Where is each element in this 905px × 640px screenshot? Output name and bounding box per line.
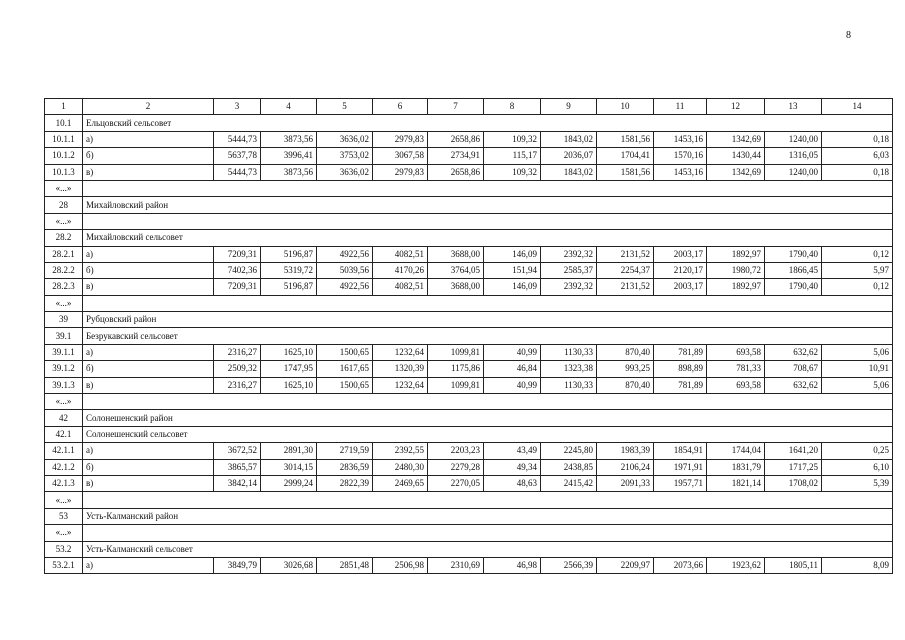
value-cell: 2270,05 [428, 475, 484, 491]
row-code-cell: 42.1.2 [45, 459, 83, 475]
value-cell: 708,67 [765, 361, 822, 377]
section-title-cell: Усть-Калманский район [83, 508, 893, 524]
value-cell: 2415,42 [541, 475, 597, 491]
section-title-cell: Безрукавский сельсовет [83, 328, 893, 344]
value-cell: 1717,25 [765, 459, 822, 475]
value-cell: 7209,31 [214, 246, 261, 262]
row-variant-cell: а) [83, 131, 214, 147]
row-code-cell: 10.1.2 [45, 148, 83, 164]
section-title-row [45, 230, 893, 246]
header-cell: 13 [765, 99, 822, 115]
value-cell: 5039,56 [317, 262, 373, 278]
value-cell: 3014,15 [261, 459, 317, 475]
value-cell: 46,98 [484, 557, 541, 573]
value-cell: 870,40 [597, 344, 654, 360]
value-cell: 2438,85 [541, 459, 597, 475]
value-cell: 2254,37 [597, 262, 654, 278]
ellipsis-cell: «...» [45, 525, 83, 541]
header-cell: 10 [597, 99, 654, 115]
value-cell: 1704,41 [597, 148, 654, 164]
value-cell: 2836,59 [317, 459, 373, 475]
ellipsis-row [45, 394, 893, 410]
data-row [45, 246, 893, 262]
value-cell: 2036,07 [541, 148, 597, 164]
value-cell: 1500,65 [317, 377, 373, 393]
table-body [45, 99, 893, 574]
value-cell: 2822,39 [317, 475, 373, 491]
value-cell: 2003,17 [654, 279, 707, 295]
row-variant-cell: а) [83, 246, 214, 262]
value-cell: 2658,86 [428, 131, 484, 147]
ellipsis-row [45, 180, 893, 196]
value-cell: 5,06 [822, 377, 893, 393]
value-cell: 49,34 [484, 459, 541, 475]
value-cell: 2999,24 [261, 475, 317, 491]
value-cell: 1805,11 [765, 557, 822, 573]
section-code-cell: 53.2 [45, 541, 83, 557]
data-row [45, 344, 893, 360]
header-cell: 11 [654, 99, 707, 115]
section-title-row [45, 426, 893, 442]
ellipsis-row [45, 213, 893, 229]
section-code-cell: 42.1 [45, 426, 83, 442]
value-cell: 109,32 [484, 131, 541, 147]
value-cell: 2120,17 [654, 262, 707, 278]
header-cell: 8 [484, 99, 541, 115]
value-cell: 2131,52 [597, 246, 654, 262]
value-cell: 1175,86 [428, 361, 484, 377]
value-cell: 46,84 [484, 361, 541, 377]
row-code-cell: 28.2.3 [45, 279, 83, 295]
value-cell: 632,62 [765, 377, 822, 393]
value-cell: 1430,44 [707, 148, 765, 164]
value-cell: 2310,69 [428, 557, 484, 573]
ellipsis-row [45, 525, 893, 541]
value-cell: 1790,40 [765, 279, 822, 295]
header-cell: 4 [261, 99, 317, 115]
value-cell: 1892,97 [707, 279, 765, 295]
value-cell: 5319,72 [261, 262, 317, 278]
value-cell: 2073,66 [654, 557, 707, 573]
value-cell: 1747,95 [261, 361, 317, 377]
section-title-row [45, 115, 893, 131]
value-cell: 146,09 [484, 279, 541, 295]
value-cell: 3873,56 [261, 164, 317, 180]
data-row [45, 475, 893, 491]
value-cell: 2979,83 [373, 164, 428, 180]
section-code-cell: 28 [45, 197, 83, 213]
value-cell: 146,09 [484, 246, 541, 262]
value-cell: 8,09 [822, 557, 893, 573]
row-variant-cell: а) [83, 557, 214, 573]
row-variant-cell: б) [83, 459, 214, 475]
empty-cell [83, 180, 893, 196]
value-cell: 3873,56 [261, 131, 317, 147]
value-cell: 4082,51 [373, 246, 428, 262]
row-code-cell: 39.1.3 [45, 377, 83, 393]
page-number: 8 [846, 30, 851, 41]
value-cell: 3688,00 [428, 246, 484, 262]
section-title-row [45, 312, 893, 328]
row-code-cell: 42.1.3 [45, 475, 83, 491]
value-cell: 1617,65 [317, 361, 373, 377]
value-cell: 1500,65 [317, 344, 373, 360]
value-cell: 3764,05 [428, 262, 484, 278]
value-cell: 5196,87 [261, 279, 317, 295]
value-cell: 3672,52 [214, 443, 261, 459]
value-cell: 7209,31 [214, 279, 261, 295]
value-cell: 3067,58 [373, 148, 428, 164]
value-cell: 3688,00 [428, 279, 484, 295]
value-cell: 2203,23 [428, 443, 484, 459]
section-code-cell: 53 [45, 508, 83, 524]
value-cell: 1240,00 [765, 164, 822, 180]
section-title-cell: Михайловский сельсовет [83, 230, 893, 246]
value-cell: 2891,30 [261, 443, 317, 459]
value-cell: 632,62 [765, 344, 822, 360]
header-cell: 7 [428, 99, 484, 115]
data-row [45, 361, 893, 377]
value-cell: 2506,98 [373, 557, 428, 573]
value-cell: 3026,68 [261, 557, 317, 573]
value-cell: 1581,56 [597, 131, 654, 147]
header-cell: 1 [45, 99, 83, 115]
value-cell: 2003,17 [654, 246, 707, 262]
value-cell: 43,49 [484, 443, 541, 459]
tariff-table [44, 98, 893, 574]
value-cell: 109,32 [484, 164, 541, 180]
value-cell: 3636,02 [317, 131, 373, 147]
section-code-cell: 42 [45, 410, 83, 426]
value-cell: 1320,39 [373, 361, 428, 377]
value-cell: 898,89 [654, 361, 707, 377]
section-code-cell: 10.1 [45, 115, 83, 131]
section-code-cell: 39 [45, 312, 83, 328]
row-code-cell: 28.2.2 [45, 262, 83, 278]
data-row [45, 131, 893, 147]
ellipsis-cell: «...» [45, 295, 83, 311]
value-cell: 7402,36 [214, 262, 261, 278]
value-cell: 1232,64 [373, 344, 428, 360]
value-cell: 1323,38 [541, 361, 597, 377]
header-cell: 2 [83, 99, 214, 115]
value-cell: 48,63 [484, 475, 541, 491]
value-cell: 2131,52 [597, 279, 654, 295]
value-cell: 2585,37 [541, 262, 597, 278]
value-cell: 2279,28 [428, 459, 484, 475]
value-cell: 3842,14 [214, 475, 261, 491]
value-cell: 10,91 [822, 361, 893, 377]
row-variant-cell: б) [83, 262, 214, 278]
value-cell: 3996,41 [261, 148, 317, 164]
value-cell: 1980,72 [707, 262, 765, 278]
section-title-row [45, 410, 893, 426]
data-row [45, 443, 893, 459]
section-title-row [45, 328, 893, 344]
value-cell: 2106,24 [597, 459, 654, 475]
section-code-cell: 28.2 [45, 230, 83, 246]
ellipsis-cell: «...» [45, 492, 83, 508]
header-row [45, 99, 893, 115]
value-cell: 0,18 [822, 164, 893, 180]
value-cell: 1316,05 [765, 148, 822, 164]
value-cell: 4922,56 [317, 279, 373, 295]
value-cell: 0,25 [822, 443, 893, 459]
header-cell: 9 [541, 99, 597, 115]
data-row [45, 279, 893, 295]
row-variant-cell: б) [83, 148, 214, 164]
value-cell: 1983,39 [597, 443, 654, 459]
value-cell: 1099,81 [428, 344, 484, 360]
row-code-cell: 42.1.1 [45, 443, 83, 459]
value-cell: 1831,79 [707, 459, 765, 475]
header-cell: 5 [317, 99, 373, 115]
value-cell: 2392,32 [541, 279, 597, 295]
value-cell: 2392,32 [541, 246, 597, 262]
value-cell: 1957,71 [654, 475, 707, 491]
row-code-cell: 39.1.1 [45, 344, 83, 360]
value-cell: 1821,14 [707, 475, 765, 491]
value-cell: 2245,80 [541, 443, 597, 459]
value-cell: 2091,33 [597, 475, 654, 491]
row-code-cell: 53.2.1 [45, 557, 83, 573]
empty-cell [83, 492, 893, 508]
empty-cell [83, 394, 893, 410]
value-cell: 2316,27 [214, 344, 261, 360]
value-cell: 781,89 [654, 377, 707, 393]
value-cell: 6,10 [822, 459, 893, 475]
value-cell: 115,17 [484, 148, 541, 164]
value-cell: 781,89 [654, 344, 707, 360]
row-code-cell: 10.1.3 [45, 164, 83, 180]
row-code-cell: 10.1.1 [45, 131, 83, 147]
header-cell: 3 [214, 99, 261, 115]
row-code-cell: 39.1.2 [45, 361, 83, 377]
value-cell: 781,33 [707, 361, 765, 377]
value-cell: 1843,02 [541, 164, 597, 180]
value-cell: 1866,45 [765, 262, 822, 278]
row-variant-cell: в) [83, 164, 214, 180]
value-cell: 1130,33 [541, 377, 597, 393]
section-title-cell: Солонешенский сельсовет [83, 426, 893, 442]
value-cell: 2469,65 [373, 475, 428, 491]
header-cell: 6 [373, 99, 428, 115]
row-variant-cell: б) [83, 361, 214, 377]
value-cell: 2851,48 [317, 557, 373, 573]
value-cell: 2734,91 [428, 148, 484, 164]
header-cell: 12 [707, 99, 765, 115]
value-cell: 5637,78 [214, 148, 261, 164]
section-code-cell: 39.1 [45, 328, 83, 344]
value-cell: 1099,81 [428, 377, 484, 393]
value-cell: 5444,73 [214, 164, 261, 180]
value-cell: 2979,83 [373, 131, 428, 147]
section-title-cell: Усть-Калманский сельсовет [83, 541, 893, 557]
value-cell: 1342,69 [707, 131, 765, 147]
ellipsis-row [45, 492, 893, 508]
ellipsis-cell: «...» [45, 180, 83, 196]
value-cell: 1342,69 [707, 164, 765, 180]
value-cell: 0,12 [822, 246, 893, 262]
row-variant-cell: а) [83, 443, 214, 459]
section-title-cell: Рубцовский район [83, 312, 893, 328]
data-row [45, 164, 893, 180]
value-cell: 1625,10 [261, 344, 317, 360]
section-title-cell: Солонешенский район [83, 410, 893, 426]
header-cell: 14 [822, 99, 893, 115]
value-cell: 1570,16 [654, 148, 707, 164]
value-cell: 2509,32 [214, 361, 261, 377]
data-row [45, 377, 893, 393]
data-row [45, 557, 893, 573]
value-cell: 1843,02 [541, 131, 597, 147]
value-cell: 1892,97 [707, 246, 765, 262]
row-variant-cell: в) [83, 377, 214, 393]
value-cell: 693,58 [707, 377, 765, 393]
empty-cell [83, 213, 893, 229]
value-cell: 5444,73 [214, 131, 261, 147]
section-title-row [45, 508, 893, 524]
section-title-cell: Ельцовский сельсовет [83, 115, 893, 131]
value-cell: 993,25 [597, 361, 654, 377]
value-cell: 5,97 [822, 262, 893, 278]
row-variant-cell: в) [83, 475, 214, 491]
value-cell: 693,58 [707, 344, 765, 360]
value-cell: 2719,59 [317, 443, 373, 459]
value-cell: 4170,26 [373, 262, 428, 278]
value-cell: 2566,39 [541, 557, 597, 573]
value-cell: 1923,62 [707, 557, 765, 573]
value-cell: 3636,02 [317, 164, 373, 180]
value-cell: 151,94 [484, 262, 541, 278]
ellipsis-cell: «...» [45, 394, 83, 410]
value-cell: 0,18 [822, 131, 893, 147]
data-row [45, 148, 893, 164]
value-cell: 2480,30 [373, 459, 428, 475]
value-cell: 1708,02 [765, 475, 822, 491]
empty-cell [83, 525, 893, 541]
empty-cell [83, 295, 893, 311]
value-cell: 870,40 [597, 377, 654, 393]
value-cell: 4082,51 [373, 279, 428, 295]
value-cell: 0,12 [822, 279, 893, 295]
value-cell: 1581,56 [597, 164, 654, 180]
value-cell: 2658,86 [428, 164, 484, 180]
section-title-row [45, 541, 893, 557]
value-cell: 3865,57 [214, 459, 261, 475]
row-variant-cell: а) [83, 344, 214, 360]
value-cell: 5196,87 [261, 246, 317, 262]
data-row [45, 262, 893, 278]
row-variant-cell: в) [83, 279, 214, 295]
ellipsis-cell: «...» [45, 213, 83, 229]
value-cell: 1130,33 [541, 344, 597, 360]
value-cell: 40,99 [484, 377, 541, 393]
section-title-cell: Михайловский район [83, 197, 893, 213]
value-cell: 4922,56 [317, 246, 373, 262]
row-code-cell: 28.2.1 [45, 246, 83, 262]
value-cell: 6,03 [822, 148, 893, 164]
value-cell: 40,99 [484, 344, 541, 360]
value-cell: 3849,79 [214, 557, 261, 573]
value-cell: 2209,97 [597, 557, 654, 573]
data-row [45, 459, 893, 475]
value-cell: 1240,00 [765, 131, 822, 147]
value-cell: 1232,64 [373, 377, 428, 393]
value-cell: 1641,20 [765, 443, 822, 459]
value-cell: 1790,40 [765, 246, 822, 262]
value-cell: 2392,55 [373, 443, 428, 459]
value-cell: 5,39 [822, 475, 893, 491]
value-cell: 1453,16 [654, 164, 707, 180]
value-cell: 5,06 [822, 344, 893, 360]
section-title-row [45, 197, 893, 213]
value-cell: 1625,10 [261, 377, 317, 393]
value-cell: 1971,91 [654, 459, 707, 475]
value-cell: 2316,27 [214, 377, 261, 393]
value-cell: 3753,02 [317, 148, 373, 164]
ellipsis-row [45, 295, 893, 311]
value-cell: 1453,16 [654, 131, 707, 147]
value-cell: 1744,04 [707, 443, 765, 459]
value-cell: 1854,91 [654, 443, 707, 459]
